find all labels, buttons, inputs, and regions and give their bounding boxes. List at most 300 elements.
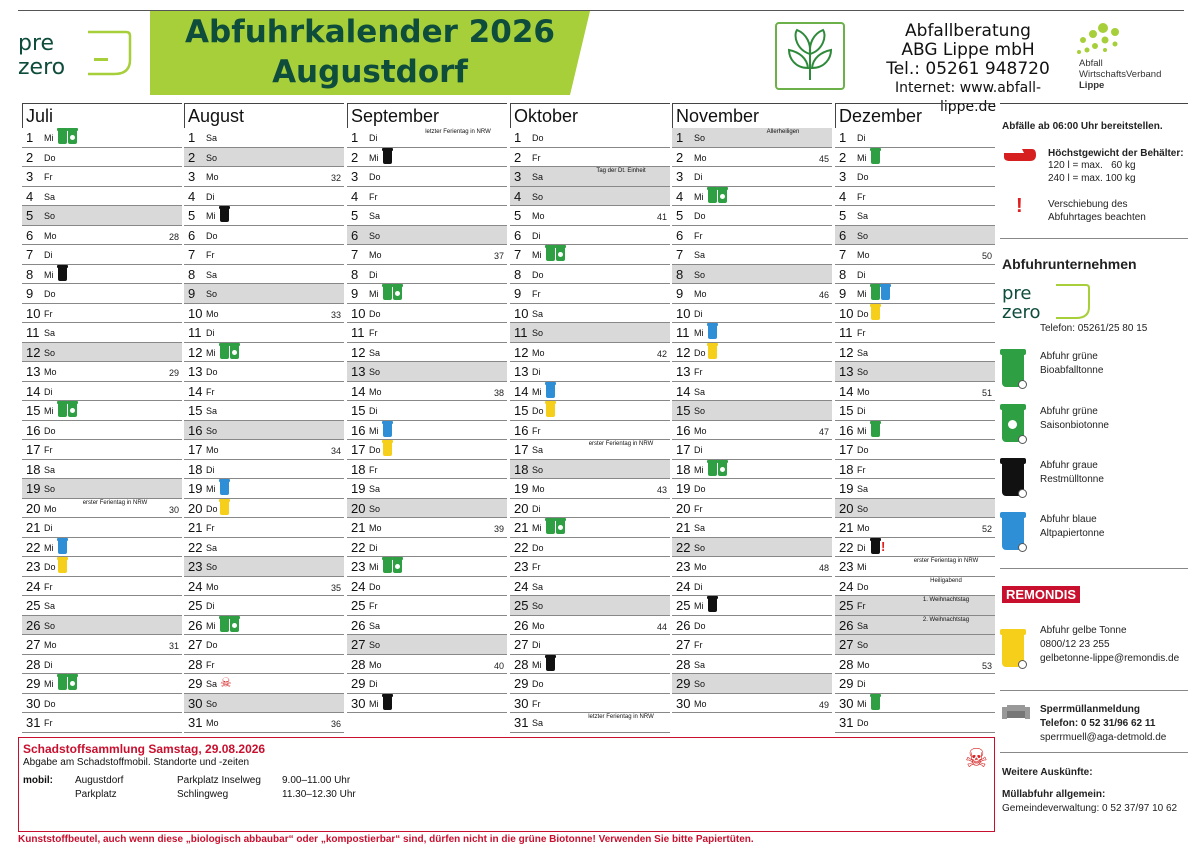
day-row <box>510 245 670 265</box>
week-number: 31 <box>168 641 179 651</box>
day-number: 22 <box>188 539 203 555</box>
day-row <box>672 206 832 226</box>
weekday: Di <box>44 386 53 397</box>
day-number: 3 <box>351 169 359 184</box>
day-number: 26 <box>839 617 854 633</box>
weekday: Fr <box>532 562 541 572</box>
bio-bin-icon <box>58 676 67 690</box>
day-row <box>347 577 507 597</box>
day-number: 16 <box>26 422 41 438</box>
day-number: 21 <box>676 520 691 535</box>
day-number: 19 <box>351 481 366 496</box>
weekday: Sa <box>532 445 544 455</box>
page-subtitle: Augustdorf <box>272 54 468 90</box>
day-number: 16 <box>839 422 854 438</box>
verschiebung-1: Verschiebung des <box>1048 199 1128 210</box>
day-row <box>347 499 507 519</box>
weekday: Mi <box>369 698 379 709</box>
pickup-icons <box>708 345 717 361</box>
weekday: Sa <box>206 133 218 143</box>
day-number: 15 <box>676 403 691 418</box>
day-row <box>672 440 832 460</box>
day-row <box>347 518 507 538</box>
weekday: Mi <box>532 659 542 670</box>
rest-bin-icon <box>708 598 717 612</box>
weekday: Do <box>44 698 56 709</box>
day-number: 25 <box>676 598 691 613</box>
day-number: 10 <box>514 305 529 321</box>
weekday: Di <box>206 464 215 475</box>
weekday: Do <box>206 640 218 650</box>
day-number: 7 <box>188 247 196 262</box>
weekday: Di <box>694 308 703 319</box>
day-note: letzter Ferientag in NRW <box>425 129 491 135</box>
weekday: Fr <box>694 367 703 377</box>
weekday: Mo <box>206 172 219 182</box>
day-number: 19 <box>514 481 529 496</box>
pointing-hand-icon <box>1002 147 1038 163</box>
pickup-icons <box>546 657 555 673</box>
paper-bin-icon <box>708 325 717 339</box>
day-number: 10 <box>188 305 203 321</box>
gelb-2: 0800/12 23 255 <box>1040 639 1110 650</box>
pickup-icons <box>220 345 239 361</box>
day-row <box>347 167 507 187</box>
day-note: erster Ferientag in NRW <box>82 499 148 506</box>
day-row <box>672 421 832 441</box>
day-number: 23 <box>676 559 691 574</box>
day-row <box>184 245 344 265</box>
month-column <box>22 103 182 733</box>
day-row <box>510 518 670 538</box>
month-column <box>510 103 670 733</box>
weekday: Di <box>206 601 215 611</box>
weekday: Fr <box>44 445 53 455</box>
weekday: Do <box>44 425 56 436</box>
bin-icon <box>1002 408 1024 442</box>
day-number: 5 <box>839 208 847 223</box>
day-row <box>184 557 344 577</box>
bio-bin-icon <box>383 559 392 573</box>
saison-bin-icon <box>393 286 402 300</box>
day-number: 30 <box>188 695 203 711</box>
pickup-icons <box>58 130 77 146</box>
gelb-1: Abfuhr gelbe Tonne <box>1040 625 1127 636</box>
day-number: 20 <box>839 500 854 516</box>
weekday: So <box>857 640 869 650</box>
day-row <box>672 401 832 421</box>
weekday: Do <box>532 542 544 553</box>
day-number: 21 <box>514 520 529 535</box>
weekday: Di <box>532 503 541 514</box>
day-row <box>835 128 995 148</box>
day-number: 29 <box>839 676 854 691</box>
day-row <box>672 460 832 480</box>
week-number: 41 <box>656 212 667 222</box>
day-row <box>347 148 507 168</box>
day-number: 29 <box>188 676 203 691</box>
weekday: Mo <box>369 659 382 670</box>
week-number: 44 <box>656 621 667 632</box>
day-row <box>184 343 344 363</box>
day-row <box>672 362 832 382</box>
day-number: 15 <box>26 403 41 418</box>
day-row <box>672 323 832 343</box>
day-row <box>22 382 182 402</box>
svg-text:zero: zero <box>1002 302 1041 321</box>
weekday: So <box>857 503 869 514</box>
weekday: Do <box>369 445 381 455</box>
weekday: Mi <box>44 542 54 553</box>
day-number: 21 <box>351 520 366 535</box>
day-row <box>22 421 182 441</box>
day-row <box>184 206 344 226</box>
weekday: Do <box>206 230 218 241</box>
bio-bin-icon <box>871 286 880 300</box>
day-number: 7 <box>676 247 684 262</box>
day-row <box>835 323 995 343</box>
day-row <box>672 499 832 519</box>
weekday: Mo <box>857 250 870 260</box>
day-row <box>22 616 182 636</box>
weekday: So <box>206 562 218 572</box>
svg-text:pre: pre <box>1002 283 1032 304</box>
day-number: 23 <box>839 559 854 574</box>
verband-line1: Abfall <box>1079 58 1103 69</box>
week-number: 29 <box>168 368 179 378</box>
weekday: Di <box>369 679 378 689</box>
pickup-icons <box>871 540 885 556</box>
day-number: 6 <box>351 227 359 243</box>
day-row <box>22 655 182 675</box>
week-number: 52 <box>981 524 992 534</box>
day-number: 22 <box>351 539 366 555</box>
weekday: Mi <box>857 152 867 163</box>
day-number: 17 <box>188 442 203 457</box>
day-row <box>347 362 507 382</box>
pickup-icons <box>58 676 77 692</box>
day-number: 18 <box>514 461 529 477</box>
exclamation-icon: ! <box>1016 195 1023 217</box>
weekday: Do <box>532 406 544 416</box>
day-row <box>347 401 507 421</box>
day-number: 7 <box>26 247 34 262</box>
day-number: 2 <box>676 149 684 165</box>
weekday: Sa <box>532 308 544 319</box>
pickup-icons <box>871 286 890 302</box>
day-number: 22 <box>676 539 691 555</box>
day-row <box>347 343 507 363</box>
day-row <box>347 265 507 285</box>
weekday: Do <box>694 347 706 358</box>
weekday: Sa <box>857 620 869 631</box>
day-number: 19 <box>26 481 41 496</box>
day-number: 11 <box>839 325 853 340</box>
weekday: Do <box>694 620 706 631</box>
day-number: 12 <box>676 344 691 360</box>
bin-icon <box>1002 353 1024 387</box>
day-row <box>347 382 507 402</box>
day-number: 20 <box>351 500 366 516</box>
weekday: Di <box>206 191 215 202</box>
prezero-logo <box>18 30 133 78</box>
day-number: 8 <box>676 266 684 282</box>
weitere-title: Weitere Auskünfte: <box>1002 767 1093 778</box>
day-number: 30 <box>839 695 854 711</box>
weekday: Mo <box>532 211 545 221</box>
day-number: 25 <box>514 598 529 613</box>
rest-bin-icon <box>220 208 229 222</box>
day-row <box>22 713 182 733</box>
verschiebung-2: Abfuhrtages beachten <box>1048 212 1146 223</box>
day-row <box>22 538 182 558</box>
weekday: Sa <box>369 484 381 494</box>
weekday: Sa <box>44 601 56 611</box>
weekday: Sa <box>44 191 56 202</box>
weekday: Fr <box>532 425 541 436</box>
day-number: 6 <box>676 227 684 243</box>
weekday: Sa <box>369 211 381 221</box>
weekday: Do <box>369 581 381 592</box>
weekday: Di <box>694 172 703 182</box>
day-number: 5 <box>351 208 359 223</box>
weekday: Mo <box>44 503 57 514</box>
weekday: Mo <box>206 581 219 592</box>
day-row <box>22 577 182 597</box>
weekday: Sa <box>532 718 544 728</box>
day-row <box>672 674 832 694</box>
legend-auskuenfte <box>1000 753 1188 823</box>
paper-bin-icon <box>881 286 890 300</box>
pickup-icons <box>58 540 67 556</box>
day-number: 17 <box>839 442 854 457</box>
weekday: Fr <box>532 698 541 709</box>
weekday: So <box>206 698 218 709</box>
day-number: 23 <box>188 559 203 574</box>
weekday: Mo <box>532 484 545 494</box>
weekday: So <box>857 230 869 241</box>
day-row <box>510 538 670 558</box>
day-row <box>184 596 344 616</box>
prezero-small-logo <box>1002 283 1092 321</box>
day-number: 30 <box>676 695 691 711</box>
weekday: Mi <box>44 406 54 416</box>
day-number: 1 <box>514 130 522 145</box>
weekday: So <box>44 347 56 358</box>
day-number: 11 <box>26 325 40 340</box>
day-number: 16 <box>351 422 366 438</box>
weekday: Do <box>857 718 869 728</box>
gewicht-1: 120 l = max. 60 kg <box>1048 160 1136 171</box>
day-number: 16 <box>676 422 691 438</box>
day-row <box>510 265 670 285</box>
day-row <box>184 499 344 519</box>
day-number: 27 <box>839 637 854 652</box>
day-number: 14 <box>351 383 366 399</box>
weekday: So <box>206 425 218 436</box>
weekday: Sa <box>694 659 706 670</box>
day-row <box>835 226 995 246</box>
weekday: Mo <box>694 152 707 163</box>
pickup-icons <box>383 286 402 302</box>
day-row <box>22 635 182 655</box>
saison-bin-icon <box>68 403 77 417</box>
day-row <box>510 460 670 480</box>
week-number: 32 <box>330 173 341 183</box>
pickup-icons <box>383 559 402 575</box>
day-row <box>510 226 670 246</box>
pickup-icons <box>871 423 880 439</box>
day-note: erster Ferientag in NRW <box>588 441 654 447</box>
day-number: 13 <box>514 364 529 379</box>
day-number: 18 <box>188 461 203 477</box>
day-row <box>22 694 182 714</box>
bin-legend-item <box>1002 404 1109 442</box>
day-row <box>184 304 344 324</box>
day-row <box>22 206 182 226</box>
sperr-email[interactable]: sperrmuell@aga-detmold.de <box>1040 732 1167 743</box>
verband-text <box>1079 58 1161 91</box>
schad-zeit2: 11.30–12.30 Uhr <box>282 789 356 800</box>
day-row <box>184 577 344 597</box>
day-number: 22 <box>26 539 41 555</box>
week-number: 39 <box>493 524 504 534</box>
day-row <box>347 655 507 675</box>
day-note: 1. Weihnachtstag <box>922 597 970 603</box>
day-row <box>510 421 670 441</box>
pickup-icons <box>220 481 229 497</box>
weekday: Mo <box>369 523 382 533</box>
day-number: 14 <box>26 383 41 399</box>
day-number: 11 <box>676 325 690 340</box>
day-number: 8 <box>839 266 847 282</box>
weekday: Mi <box>44 133 54 143</box>
weekday: So <box>44 620 56 631</box>
week-number: 45 <box>818 153 829 164</box>
day-number: 2 <box>351 149 359 165</box>
schad-sub: Abgabe am Schadstoffmobil. Standorte und -zeiten <box>23 757 250 768</box>
weekday: Mi <box>694 464 704 475</box>
day-row <box>184 323 344 343</box>
weekday: Fr <box>694 230 703 241</box>
bio-bin-icon <box>383 286 392 300</box>
day-number: 29 <box>676 676 691 691</box>
day-row <box>835 343 995 363</box>
weekday: So <box>532 601 544 611</box>
day-row <box>510 187 670 207</box>
day-row <box>510 362 670 382</box>
day-row <box>510 577 670 597</box>
day-number: 30 <box>351 695 366 711</box>
day-number: 8 <box>26 266 34 282</box>
day-row <box>184 284 344 304</box>
day-row <box>22 362 182 382</box>
day-number: 17 <box>514 442 529 457</box>
day-number: 30 <box>26 695 41 711</box>
day-number: 26 <box>26 617 41 633</box>
weekday: Fr <box>694 640 703 650</box>
weekday: Mo <box>206 718 219 728</box>
day-row <box>510 596 670 616</box>
day-number: 25 <box>839 598 854 613</box>
beratung-web-link[interactable]: Internet: www.abfall-lippe.de <box>894 80 1042 115</box>
day-number: 27 <box>188 637 203 652</box>
weekday: Mo <box>694 425 707 436</box>
day-number: 9 <box>188 286 196 301</box>
day-row <box>22 343 182 363</box>
day-row <box>184 362 344 382</box>
weekday: Do <box>206 503 218 514</box>
weekday: So <box>44 211 56 221</box>
day-row <box>347 460 507 480</box>
weekday: Mi <box>532 250 542 260</box>
bin-label-1: Abfuhr grüne <box>1040 406 1098 417</box>
day-number: 19 <box>676 481 691 496</box>
day-row <box>510 479 670 499</box>
rest-bin-icon <box>546 657 555 671</box>
gelb-email[interactable]: gelbetonne-lippe@remondis.de <box>1040 653 1180 664</box>
day-number: 13 <box>351 364 366 379</box>
day-row <box>22 460 182 480</box>
day-number: 11 <box>514 325 528 340</box>
week-number: 48 <box>818 563 829 573</box>
day-row <box>347 206 507 226</box>
day-row <box>835 304 995 324</box>
day-number: 4 <box>351 188 359 204</box>
day-row <box>22 304 182 324</box>
rest-bin-icon <box>383 696 392 710</box>
day-row <box>22 167 182 187</box>
pickup-icons <box>546 384 555 400</box>
day-number: 24 <box>26 578 41 594</box>
day-number: 20 <box>676 500 691 516</box>
day-row <box>347 479 507 499</box>
schad-platz1: Parkplatz Inselweg <box>177 775 261 786</box>
day-row <box>347 323 507 343</box>
gewicht-title: Höchstgewicht der Behälter: <box>1048 148 1184 159</box>
pickup-icons <box>383 423 392 439</box>
weekday: So <box>206 152 218 163</box>
pickup-icons <box>546 403 555 419</box>
month-title: Oktober <box>510 104 670 128</box>
bin-label-1: Abfuhr graue <box>1040 460 1098 471</box>
day-number: 24 <box>188 578 203 594</box>
yellow-bin-icon <box>871 306 880 320</box>
weekday: Fr <box>206 386 215 397</box>
bin-icon <box>1002 462 1024 496</box>
day-number: 25 <box>26 598 41 613</box>
day-number: 29 <box>514 676 529 691</box>
day-note: Allerheiligen <box>766 129 800 135</box>
pickup-icons <box>383 442 392 458</box>
day-row <box>835 674 995 694</box>
weekday: Mo <box>694 698 707 709</box>
day-note: 2. Weihnachtstag <box>922 616 970 623</box>
weekday: Mi <box>532 386 542 397</box>
day-number: 2 <box>26 149 34 165</box>
day-number: 14 <box>676 383 691 399</box>
week-number: 53 <box>981 660 992 671</box>
pickup-icons <box>383 150 392 166</box>
schad-ort2: Parkplatz <box>75 789 117 800</box>
day-row <box>672 245 832 265</box>
day-number: 12 <box>188 344 203 360</box>
weekday: So <box>206 289 218 299</box>
weekday: Mi <box>857 698 867 709</box>
day-number: 17 <box>351 442 366 457</box>
day-row <box>510 440 670 460</box>
weekday: Mo <box>532 620 545 631</box>
